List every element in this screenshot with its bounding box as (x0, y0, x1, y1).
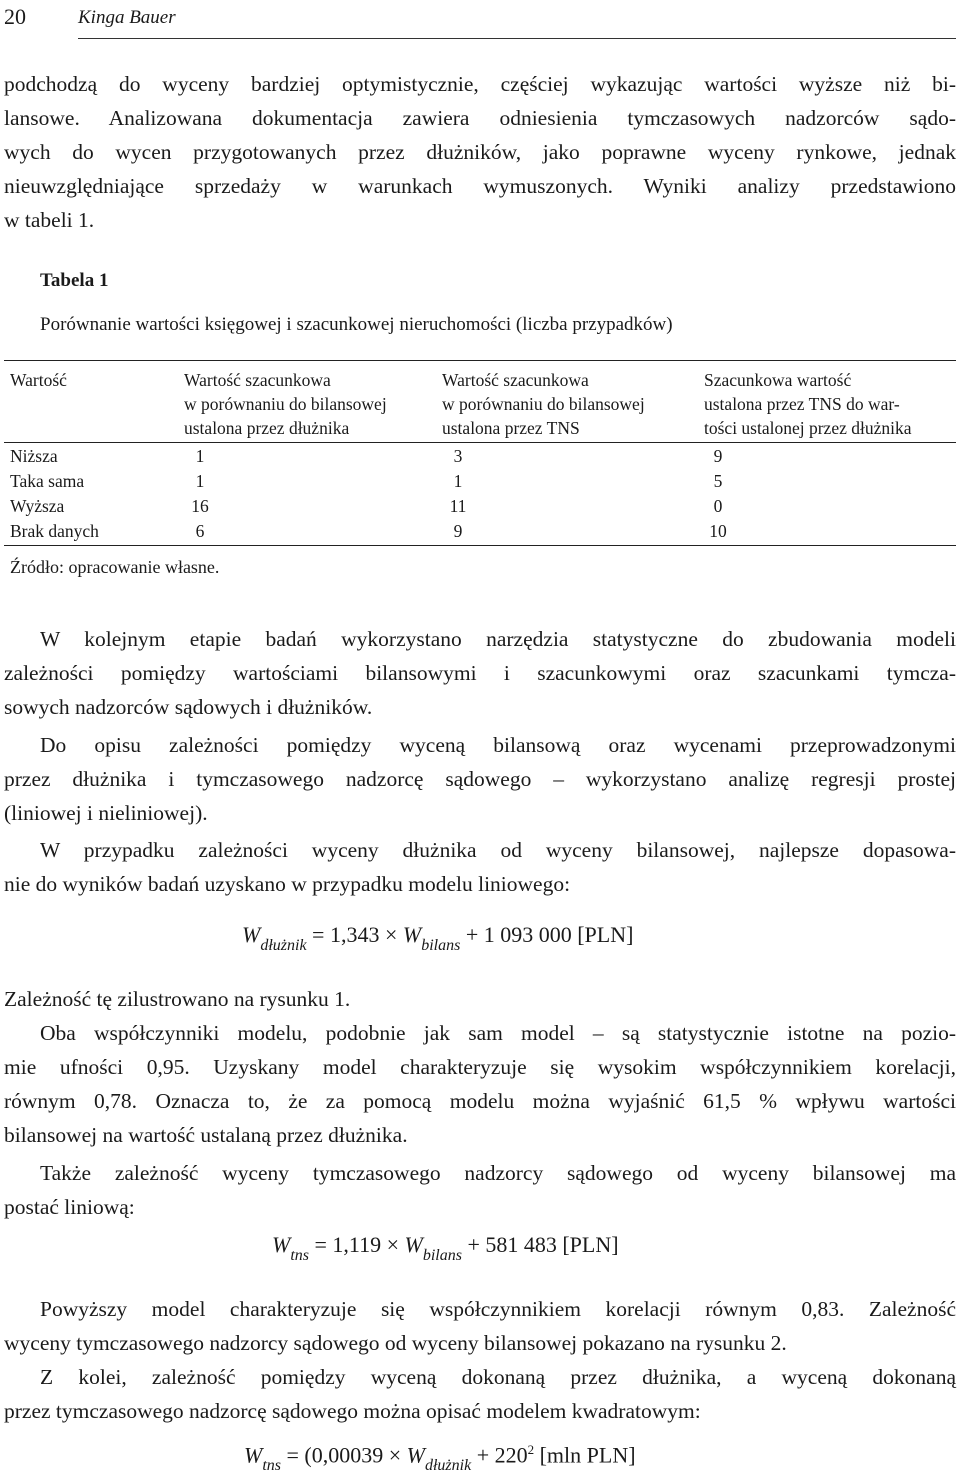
text-line: Do opisu zależności pomiędzy wyceną bilansową oraz wycenami przeprowadzonymi (40, 733, 956, 757)
text-line: Z kolei, zależność pomiędzy wyceną dokonaną przez dłużnika, a wyceną dokonaną (40, 1365, 956, 1389)
formula-quadratic-model: $W_{tns} = (0,00039 \times W_{dłużnik} + 220^2$ [mln PLN] (244, 1442, 636, 1475)
paragraph (4, 1016, 956, 1152)
text-line: W kolejnym etapie badań wykorzystano narzędzia statystyczne do zbudowania modeli (40, 627, 956, 651)
text-line: Zależność tę zilustrowano na rysunku 1. (4, 987, 351, 1011)
table-header-cell: Wartość szacunkowa w porównaniu do bilansowej ustalona przez dłużnika (184, 370, 387, 438)
running-author: Kinga Bauer (78, 7, 176, 28)
text-line: W przypadku zależności wyceny dłużnika od wyceny bilansowej, najlepsze dopasowa- (40, 838, 956, 862)
text-line: Także zależność wyceny tymczasowego nadzorcy sądowego od wyceny bilansowej ma (40, 1161, 956, 1185)
text-line: wych do wycen przygotowanych przez dłużników, jako poprawne wyceny rynkowe, jednak (4, 140, 956, 164)
formula-tns-model: $W_{tns} = 1,119 \times W_{bilans} + 581$ 483 [PLN] (272, 1232, 619, 1264)
page-number: 20 (4, 4, 26, 29)
formula-debtor-model: $W_{dłużnik} = 1,343 \times W_{bilans} + 1$ 093 000 [PLN] (242, 922, 634, 954)
paragraph (4, 622, 956, 724)
text-line: lansowe. Analizowana dokumentacja zawiera odniesienia tymczasowych nadzorców sądo- (4, 106, 956, 130)
text-line: wyceny tymczasowego nadzorcy sądowego od wyceny bilansowej pokazano na rysunku 2. (4, 1331, 787, 1355)
table-top-rule (4, 360, 956, 361)
text-line: Powyższy model charakteryzuje się współczynnikiem korelacji równym 0,83. Zależność (40, 1297, 956, 1321)
text-line: bilansowej na wartość ustalaną przez dłużnika. (4, 1123, 408, 1147)
text-line: przez tymczasowego nadzorcę sądowego można opisać modelem kwadratowym: (4, 1399, 701, 1423)
paragraph (4, 833, 956, 901)
table-header-rule (4, 442, 956, 443)
text-line: mie ufności 0,95. Uzyskany model charakteryzuje się wysokim współczynnikiem korelacji, (4, 1055, 956, 1079)
table-header-cell: Wartość (10, 370, 67, 390)
text-line: zależności pomiędzy wartościami bilansowymi i szacunkowymi oraz szacunkami tymcza- (4, 661, 956, 685)
text-line: przez dłużnika i tymczasowego nadzorcę sądowego – wykorzystano analizę regresji prostej (4, 767, 956, 791)
text-line: podchodzą do wyceny bardziej optymistycznie, częściej wykazując wartości wyższe niż bi- (4, 72, 956, 96)
table-source: Źródło: opracowanie własne. (10, 557, 220, 577)
header-rule (78, 38, 956, 39)
paragraph (4, 982, 956, 1016)
table-bottom-rule (4, 545, 956, 546)
paragraph (4, 1156, 956, 1224)
text-line: Oba współczynniki modelu, podobnie jak sam model – są statystycznie istotne na pozio- (40, 1021, 956, 1045)
paragraph (4, 1360, 956, 1428)
text-line: nieuwzględniające sprzedaży w warunkach wymuszonych. Wyniki analizy przedstawiono (4, 174, 956, 198)
text-line: sowych nadzorców sądowych i dłużników. (4, 695, 373, 719)
table-header-cell: Wartość szacunkowa w porównaniu do bilansowej ustalona przez TNS (442, 370, 645, 438)
text-line: (liniowej i nieliniowej). (4, 801, 208, 825)
table-header-cell: Szacunkowa wartość ustalona przez TNS do war- tości ustalonej przez dłużnika (704, 370, 912, 438)
text-line: w tabeli 1. (4, 208, 95, 232)
paragraph (4, 728, 956, 830)
intro-paragraph (4, 67, 956, 237)
paragraph (4, 1292, 956, 1360)
text-line: postać liniową: (4, 1195, 135, 1219)
table-caption: Porównanie wartości księgowej i szacunkowej nieruchomości (liczba przypadków) (40, 314, 673, 335)
text-line: równym 0,78. Oznacza to, że za pomocą modelu można wyjaśnić 61,5 % wpływu wartości (4, 1089, 956, 1113)
text-line: nie do wyników badań uzyskano w przypadku modelu liniowego: (4, 872, 571, 896)
table-label: Tabela 1 (40, 270, 109, 291)
running-header (0, 0, 960, 40)
